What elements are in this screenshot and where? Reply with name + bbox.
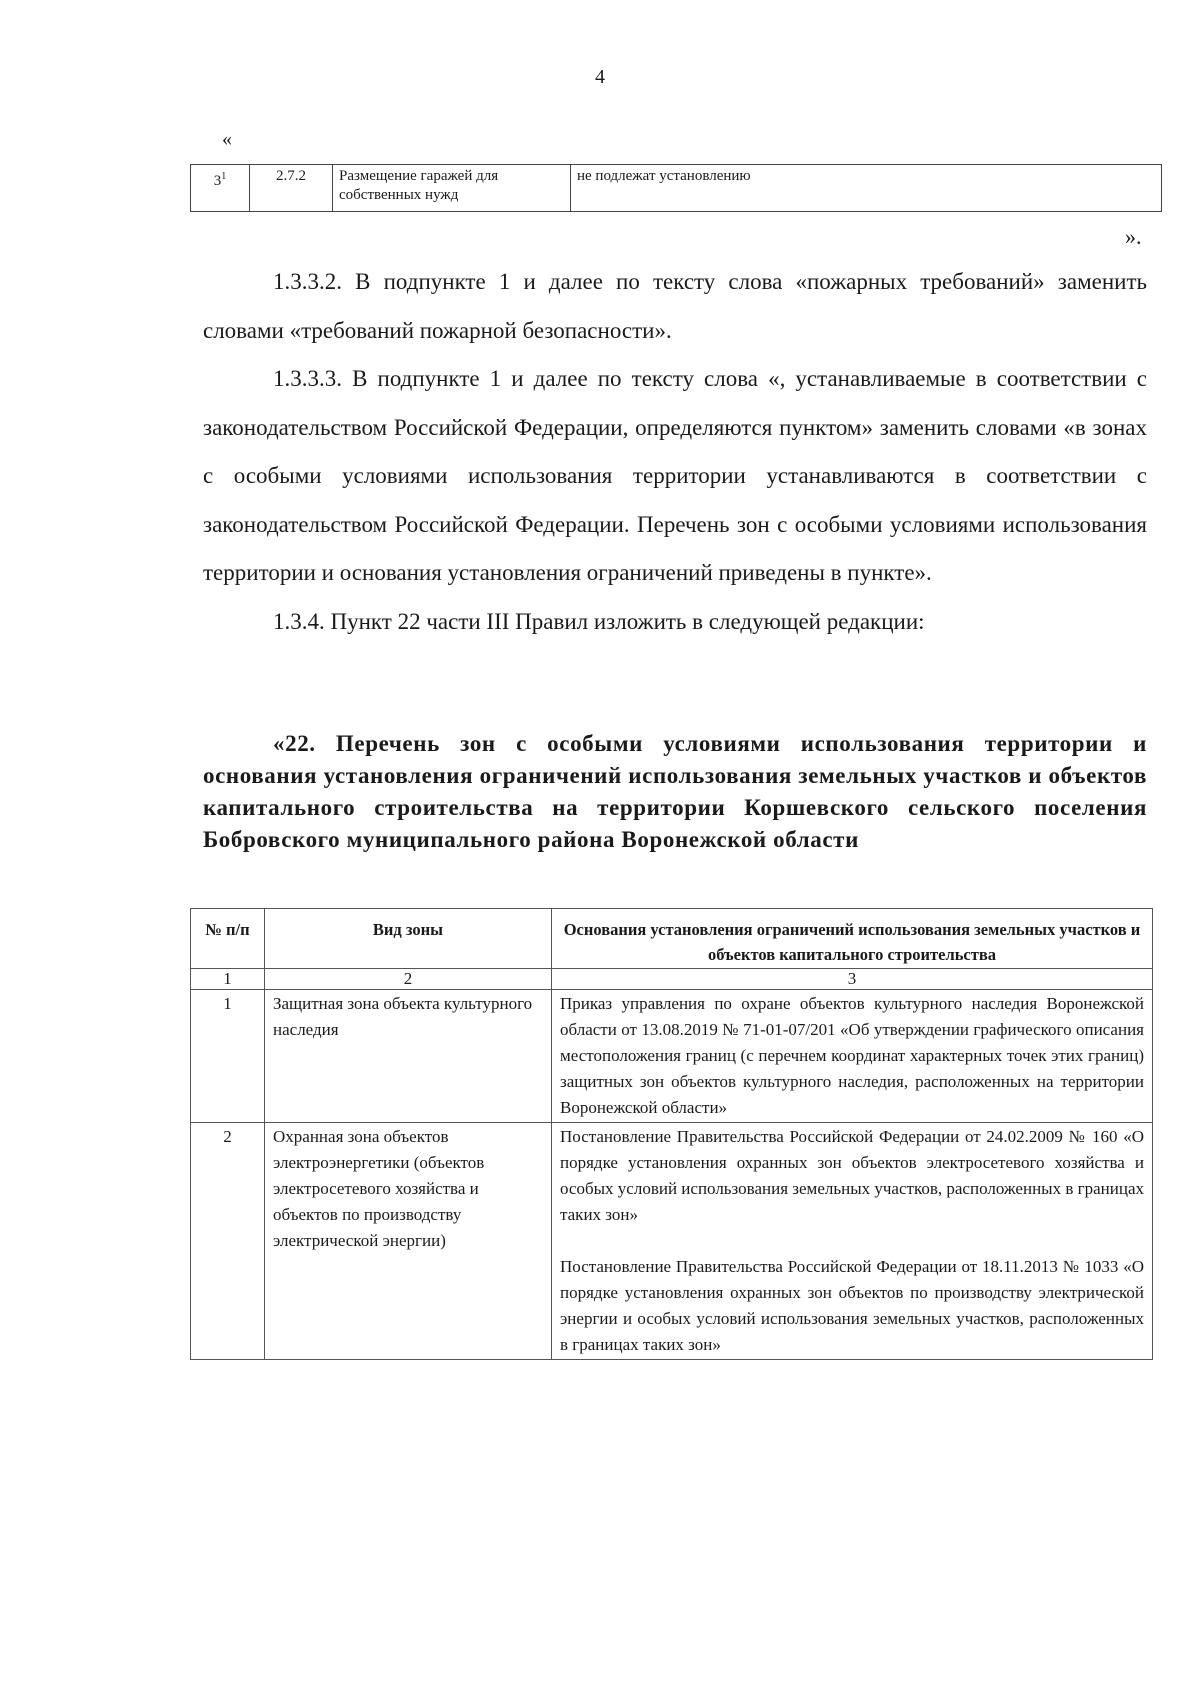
- table-row: [191, 165, 1162, 212]
- basis-document: Постановление Правительства Российской Федерации от 24.02.2009 № 160 «О порядке установления охранных зон объектов электросетевого хозяйства и особых условий использования земельных участков, расположенных в границах таких зон»: [560, 1127, 1144, 1224]
- basis-document: Приказ управления по охране объектов культурного наследия Воронежской области от 13.08.2019 № 71-01-07/201 «Об утверждении графического описания местоположения границ (с перечнем координат характерных точек этих границ) защитных зон объектов культурного наследия, расположенных на территории Воронежской области»: [560, 994, 1144, 1117]
- paragraph-1-3-3-2: 1.3.3.2. В подпункте 1 и далее по тексту слова «пожарных требований» заменить словами «требований пожарной безопасности».: [203, 269, 1147, 343]
- zone-type: Охранная зона объектов электроэнергетики (объектов электросетевого хозяйства и объектов по производству электрической энергии): [265, 1123, 552, 1360]
- page-number: 4: [595, 66, 605, 88]
- zones-table: [190, 908, 1153, 1360]
- header-zone-type: Вид зоны: [265, 909, 552, 969]
- header-basis: Основания установления ограничений использования земельных участков и объектов капитального строительства: [552, 909, 1153, 969]
- opening-quote: «: [222, 128, 232, 150]
- paragraph-1-3-4: 1.3.4. Пункт 22 части III Правил изложить в следующей редакции:: [273, 608, 925, 634]
- column-number: 2: [265, 969, 552, 990]
- row-number-superscript: 1: [221, 171, 227, 182]
- column-number: 3: [552, 969, 1153, 990]
- amendment-text: [203, 258, 1147, 646]
- parameter-value: не подлежат установлению: [571, 165, 1162, 212]
- row-number: 2: [191, 1123, 265, 1360]
- table-row: [191, 990, 1153, 1123]
- header-row: [191, 909, 1153, 969]
- zone-basis: [552, 990, 1153, 1123]
- column-number-row: [191, 969, 1153, 990]
- zone-basis: [552, 1123, 1153, 1360]
- paragraph-1-3-3-3: 1.3.3.3. В подпункте 1 и далее по тексту слова «, устанавливаемые в соответствии с законодательством Российской Федерации, определяются пунктом» заменить словами «в зонах с особыми условиями использования территории устанавливаются в соответствии с законодательством Российской Федерации. Перечень зон с особыми условиями использования территории и основания установления ограничений приведены в пункте».: [203, 366, 1147, 585]
- amendment-table: [190, 164, 1162, 212]
- table-row: [191, 1123, 1153, 1360]
- section-heading: «22. Перечень зон с особыми условиями использования территории и основания установления ограничений использования земельных участков и объектов капитального строительства на территории Коршевского сельского поселения Бобровского муниципального района Воронежской области: [203, 731, 1147, 852]
- land-use-name: Размещение гаражей для собственных нужд: [333, 165, 571, 212]
- row-number-cell: [191, 165, 250, 212]
- classifier-code: 2.7.2: [250, 165, 333, 212]
- zone-type: Защитная зона объекта культурного наследия: [265, 990, 552, 1123]
- closing-quote: ».: [1125, 224, 1142, 249]
- header-number: № п/п: [191, 909, 265, 969]
- column-number: 1: [191, 969, 265, 990]
- basis-document: Постановление Правительства Российской Федерации от 18.11.2013 № 1033 «О порядке установления охранных зон объектов по производству электрической энергии и особых условий использования земельных участков, расположенных в границах таких зон»: [560, 1257, 1144, 1354]
- row-number: 1: [191, 990, 265, 1123]
- row-number: 3: [213, 173, 222, 189]
